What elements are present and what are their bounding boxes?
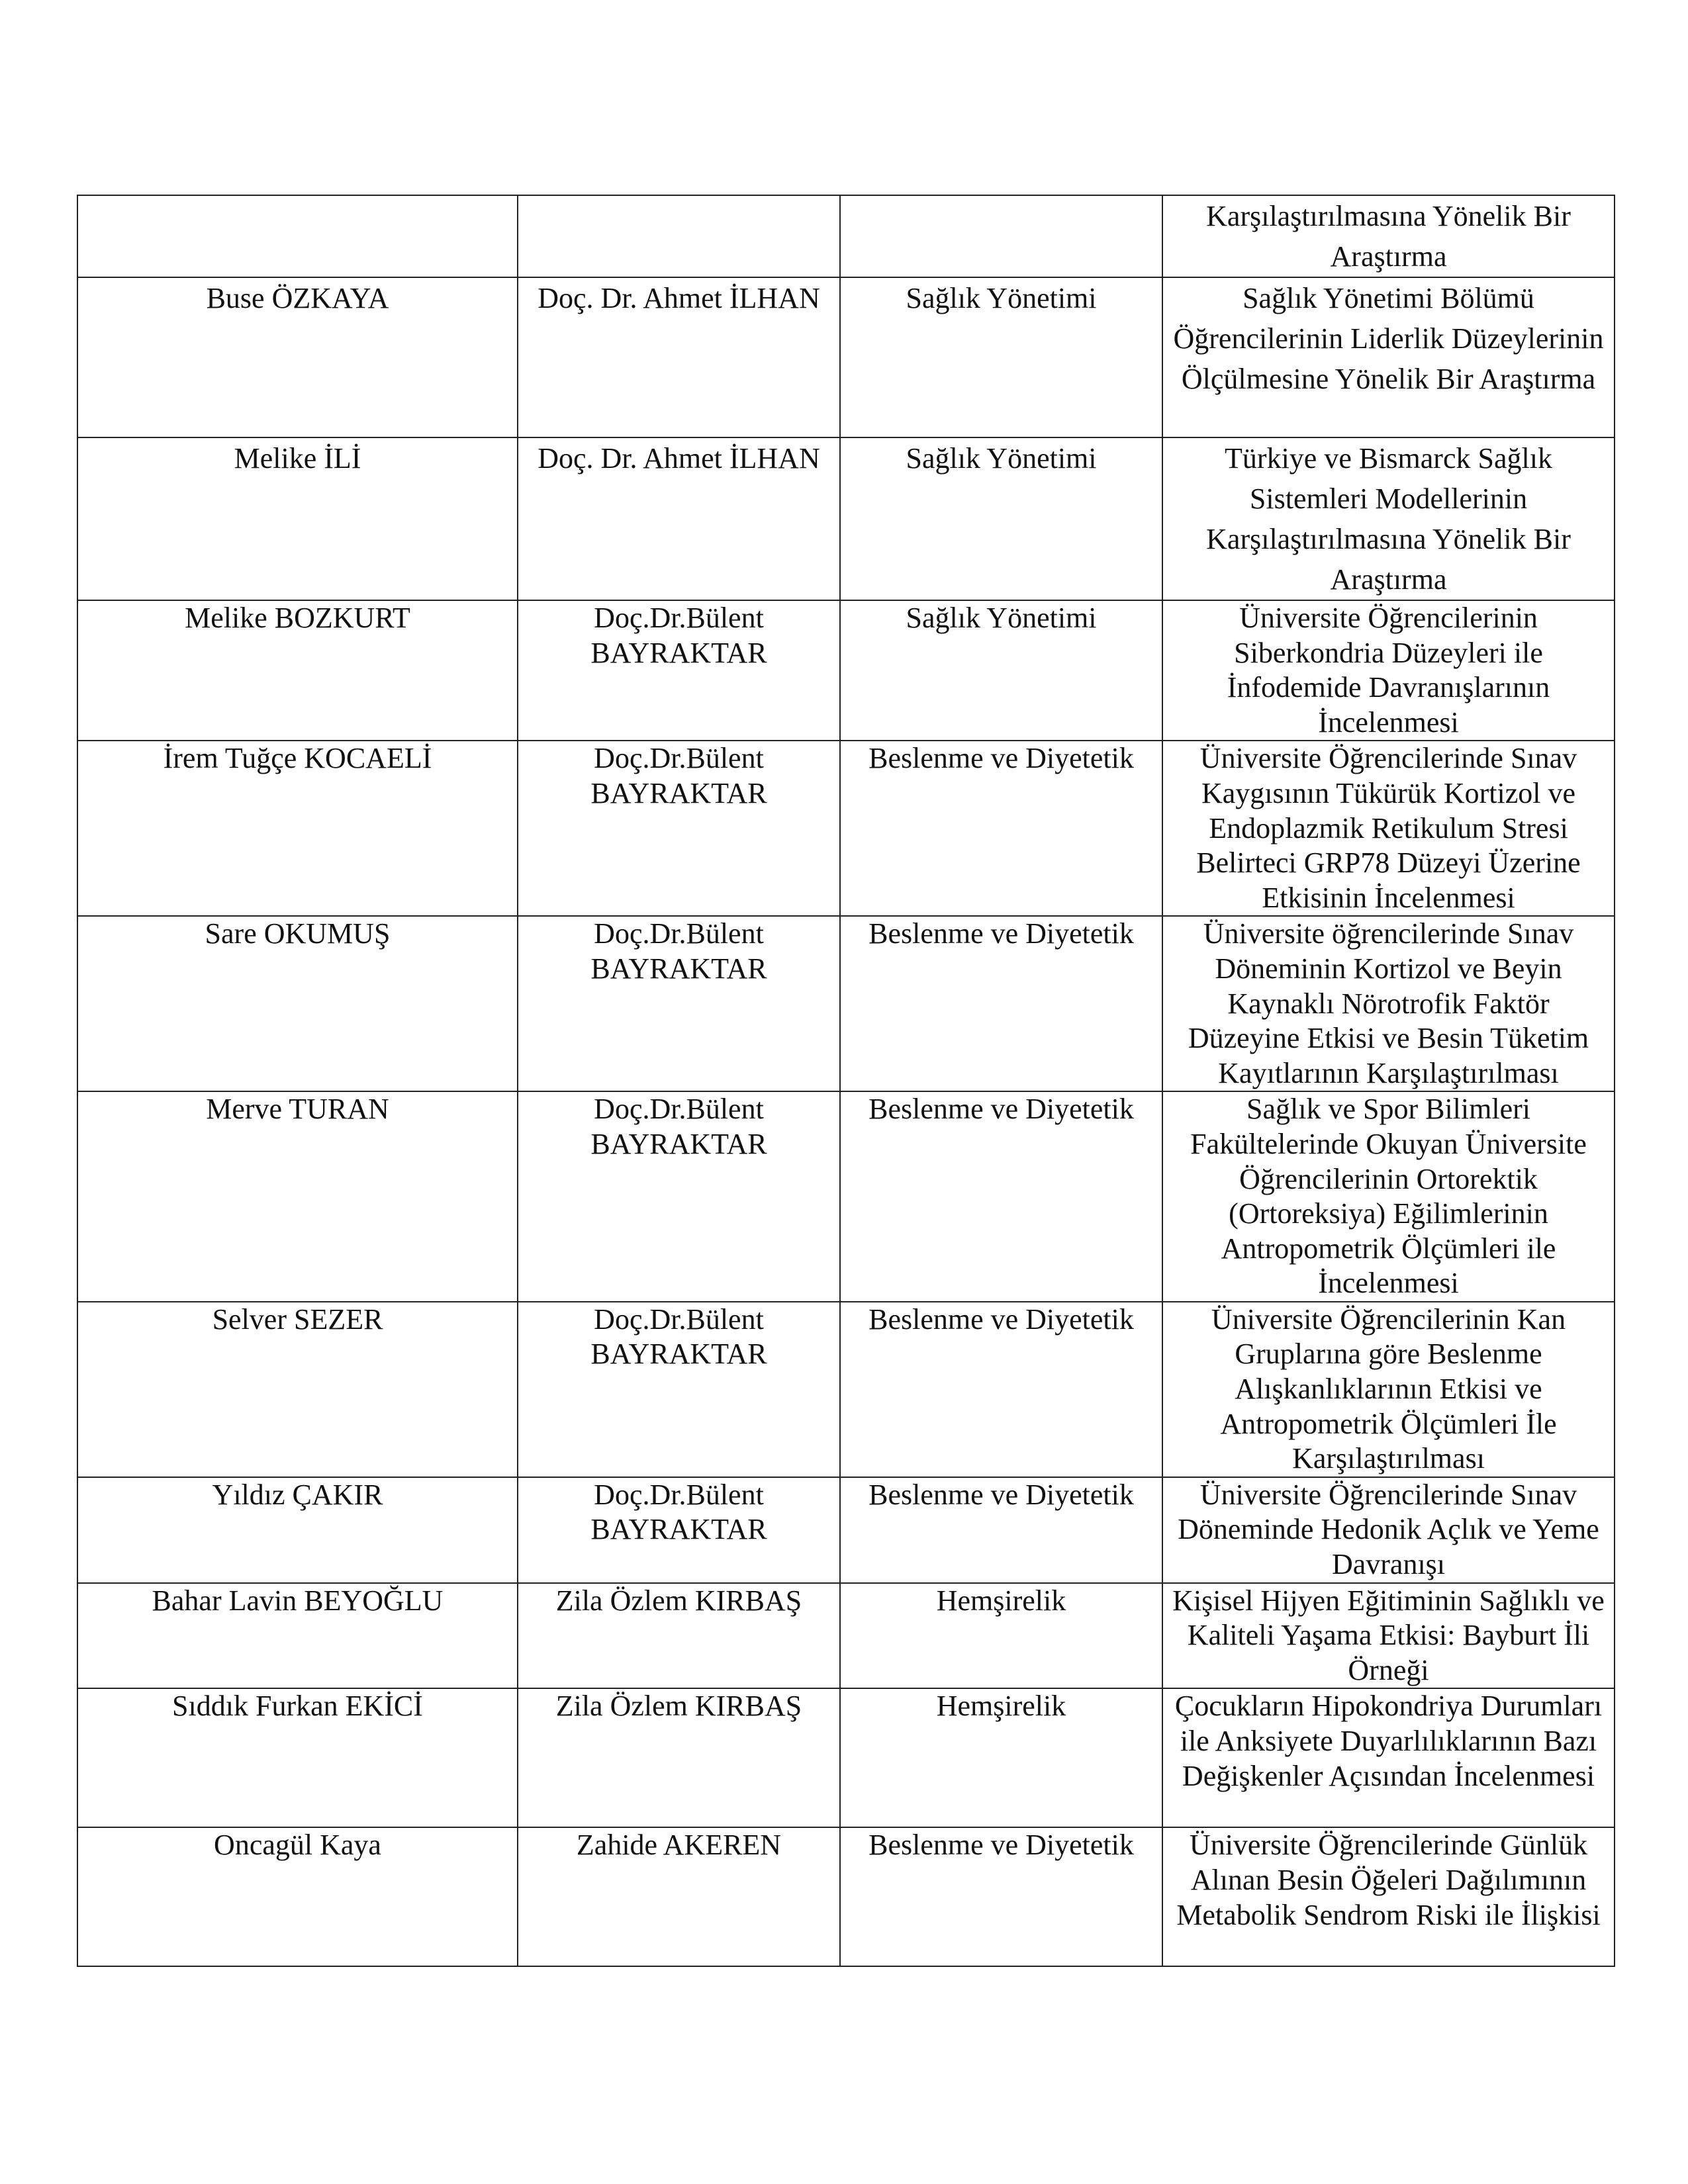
table-row	[77, 916, 1615, 1091]
thesis-title-cell: Üniversite Öğrencilerinin Siberkondria Düzeyleri ile İnfodemide Davranışlarının İncelenmesi	[1162, 600, 1615, 741]
advisor-name-cell: Zahide AKEREN	[518, 1827, 840, 1966]
student-name-cell: Sıddık Furkan EKİCİ	[77, 1688, 518, 1827]
thesis-title-cell: Sağlık ve Spor Bilimleri Fakültelerinde Okuyan Üniversite Öğrencilerinin Ortorektik (Ortoreksiya) Eğilimlerinin Antropometrik Ölçümleri ile İncelenmesi	[1162, 1091, 1615, 1302]
table-row	[77, 1302, 1615, 1477]
thesis-title-cell: Üniversite Öğrencilerinin Kan Gruplarına göre Beslenme Alışkanlıklarının Etkisi ve Antropometrik Ölçümleri İle Karşılaştırılması	[1162, 1302, 1615, 1477]
thesis-title-cell: Üniversite Öğrencilerinde Günlük Alınan Besin Öğeleri Dağılımının Metabolik Sendrom Riski ile İlişkisi	[1162, 1827, 1615, 1966]
advisor-name-cell: Doç. Dr. Ahmet İLHAN	[518, 437, 840, 600]
advisor-name-cell: Doç.Dr.Bülent BAYRAKTAR	[518, 1302, 840, 1477]
table-row	[77, 1091, 1615, 1302]
thesis-title-cell: Çocukların Hipokondriya Durumları ile Anksiyete Duyarlılıklarının Bazı Değişkenler Açısından İncelenmesi	[1162, 1688, 1615, 1827]
department-cell: Hemşirelik	[840, 1688, 1162, 1827]
department-cell: Beslenme ve Diyetetik	[840, 1091, 1162, 1302]
department-cell: Sağlık Yönetimi	[840, 600, 1162, 741]
advisor-name-cell: Doç.Dr.Bülent BAYRAKTAR	[518, 1091, 840, 1302]
thesis-title-cell: Üniversite öğrencilerinde Sınav Döneminin Kortizol ve Beyin Kaynaklı Nörotrofik Faktör Düzeyine Etkisi ve Besin Tüketim Kayıtlarının Karşılaştırılması	[1162, 916, 1615, 1091]
table-row	[77, 741, 1615, 916]
thesis-title-cell: Karşılaştırılmasına Yönelik Bir Araştırma	[1162, 195, 1615, 277]
table-row	[77, 600, 1615, 741]
advisor-name-cell: Zila Özlem KIRBAŞ	[518, 1688, 840, 1827]
department-cell: Hemşirelik	[840, 1583, 1162, 1689]
department-cell: Sağlık Yönetimi	[840, 437, 1162, 600]
student-name-cell: Melike BOZKURT	[77, 600, 518, 741]
department-cell: Beslenme ve Diyetetik	[840, 916, 1162, 1091]
department-cell	[840, 195, 1162, 277]
table-row	[77, 1477, 1615, 1583]
thesis-title-cell: Üniversite Öğrencilerinde Sınav Kaygısının Tükürük Kortizol ve Endoplazmik Retikulum Stresi Belirteci GRP78 Düzeyi Üzerine Etkisinin İncelenmesi	[1162, 741, 1615, 916]
department-cell: Beslenme ve Diyetetik	[840, 1477, 1162, 1583]
thesis-table-body	[77, 195, 1615, 1966]
student-name-cell: Yıldız ÇAKIR	[77, 1477, 518, 1583]
table-row	[77, 195, 1615, 277]
department-cell: Beslenme ve Diyetetik	[840, 1302, 1162, 1477]
thesis-title-cell: Sağlık Yönetimi Bölümü Öğrencilerinin Liderlik Düzeylerinin Ölçülmesine Yönelik Bir Araştırma	[1162, 277, 1615, 437]
student-name-cell: Buse ÖZKAYA	[77, 277, 518, 437]
thesis-table	[77, 195, 1615, 1967]
student-name-cell: İrem Tuğçe KOCAELİ	[77, 741, 518, 916]
advisor-name-cell: Doç.Dr.Bülent BAYRAKTAR	[518, 600, 840, 741]
advisor-name-cell: Doç.Dr.Bülent BAYRAKTAR	[518, 916, 840, 1091]
student-name-cell: Merve TURAN	[77, 1091, 518, 1302]
thesis-title-cell: Kişisel Hijyen Eğitiminin Sağlıklı ve Kaliteli Yaşama Etkisi: Bayburt İli Örneği	[1162, 1583, 1615, 1689]
student-name-cell: Selver SEZER	[77, 1302, 518, 1477]
thesis-title-cell: Türkiye ve Bismarck Sağlık Sistemleri Modellerinin Karşılaştırılmasına Yönelik Bir Araştırma	[1162, 437, 1615, 600]
advisor-name-cell	[518, 195, 840, 277]
student-name-cell: Sare OKUMUŞ	[77, 916, 518, 1091]
table-row	[77, 1827, 1615, 1966]
student-name-cell	[77, 195, 518, 277]
table-row	[77, 277, 1615, 437]
student-name-cell: Oncagül Kaya	[77, 1827, 518, 1966]
department-cell: Beslenme ve Diyetetik	[840, 741, 1162, 916]
student-name-cell: Melike İLİ	[77, 437, 518, 600]
table-row	[77, 437, 1615, 600]
department-cell: Sağlık Yönetimi	[840, 277, 1162, 437]
advisor-name-cell: Doç. Dr. Ahmet İLHAN	[518, 277, 840, 437]
department-cell: Beslenme ve Diyetetik	[840, 1827, 1162, 1966]
table-row	[77, 1583, 1615, 1689]
advisor-name-cell: Doç.Dr.Bülent BAYRAKTAR	[518, 741, 840, 916]
student-name-cell: Bahar Lavin BEYOĞLU	[77, 1583, 518, 1689]
advisor-name-cell: Doç.Dr.Bülent BAYRAKTAR	[518, 1477, 840, 1583]
thesis-title-cell: Üniversite Öğrencilerinde Sınav Döneminde Hedonik Açlık ve Yeme Davranışı	[1162, 1477, 1615, 1583]
advisor-name-cell: Zila Özlem KIRBAŞ	[518, 1583, 840, 1689]
table-row	[77, 1688, 1615, 1827]
